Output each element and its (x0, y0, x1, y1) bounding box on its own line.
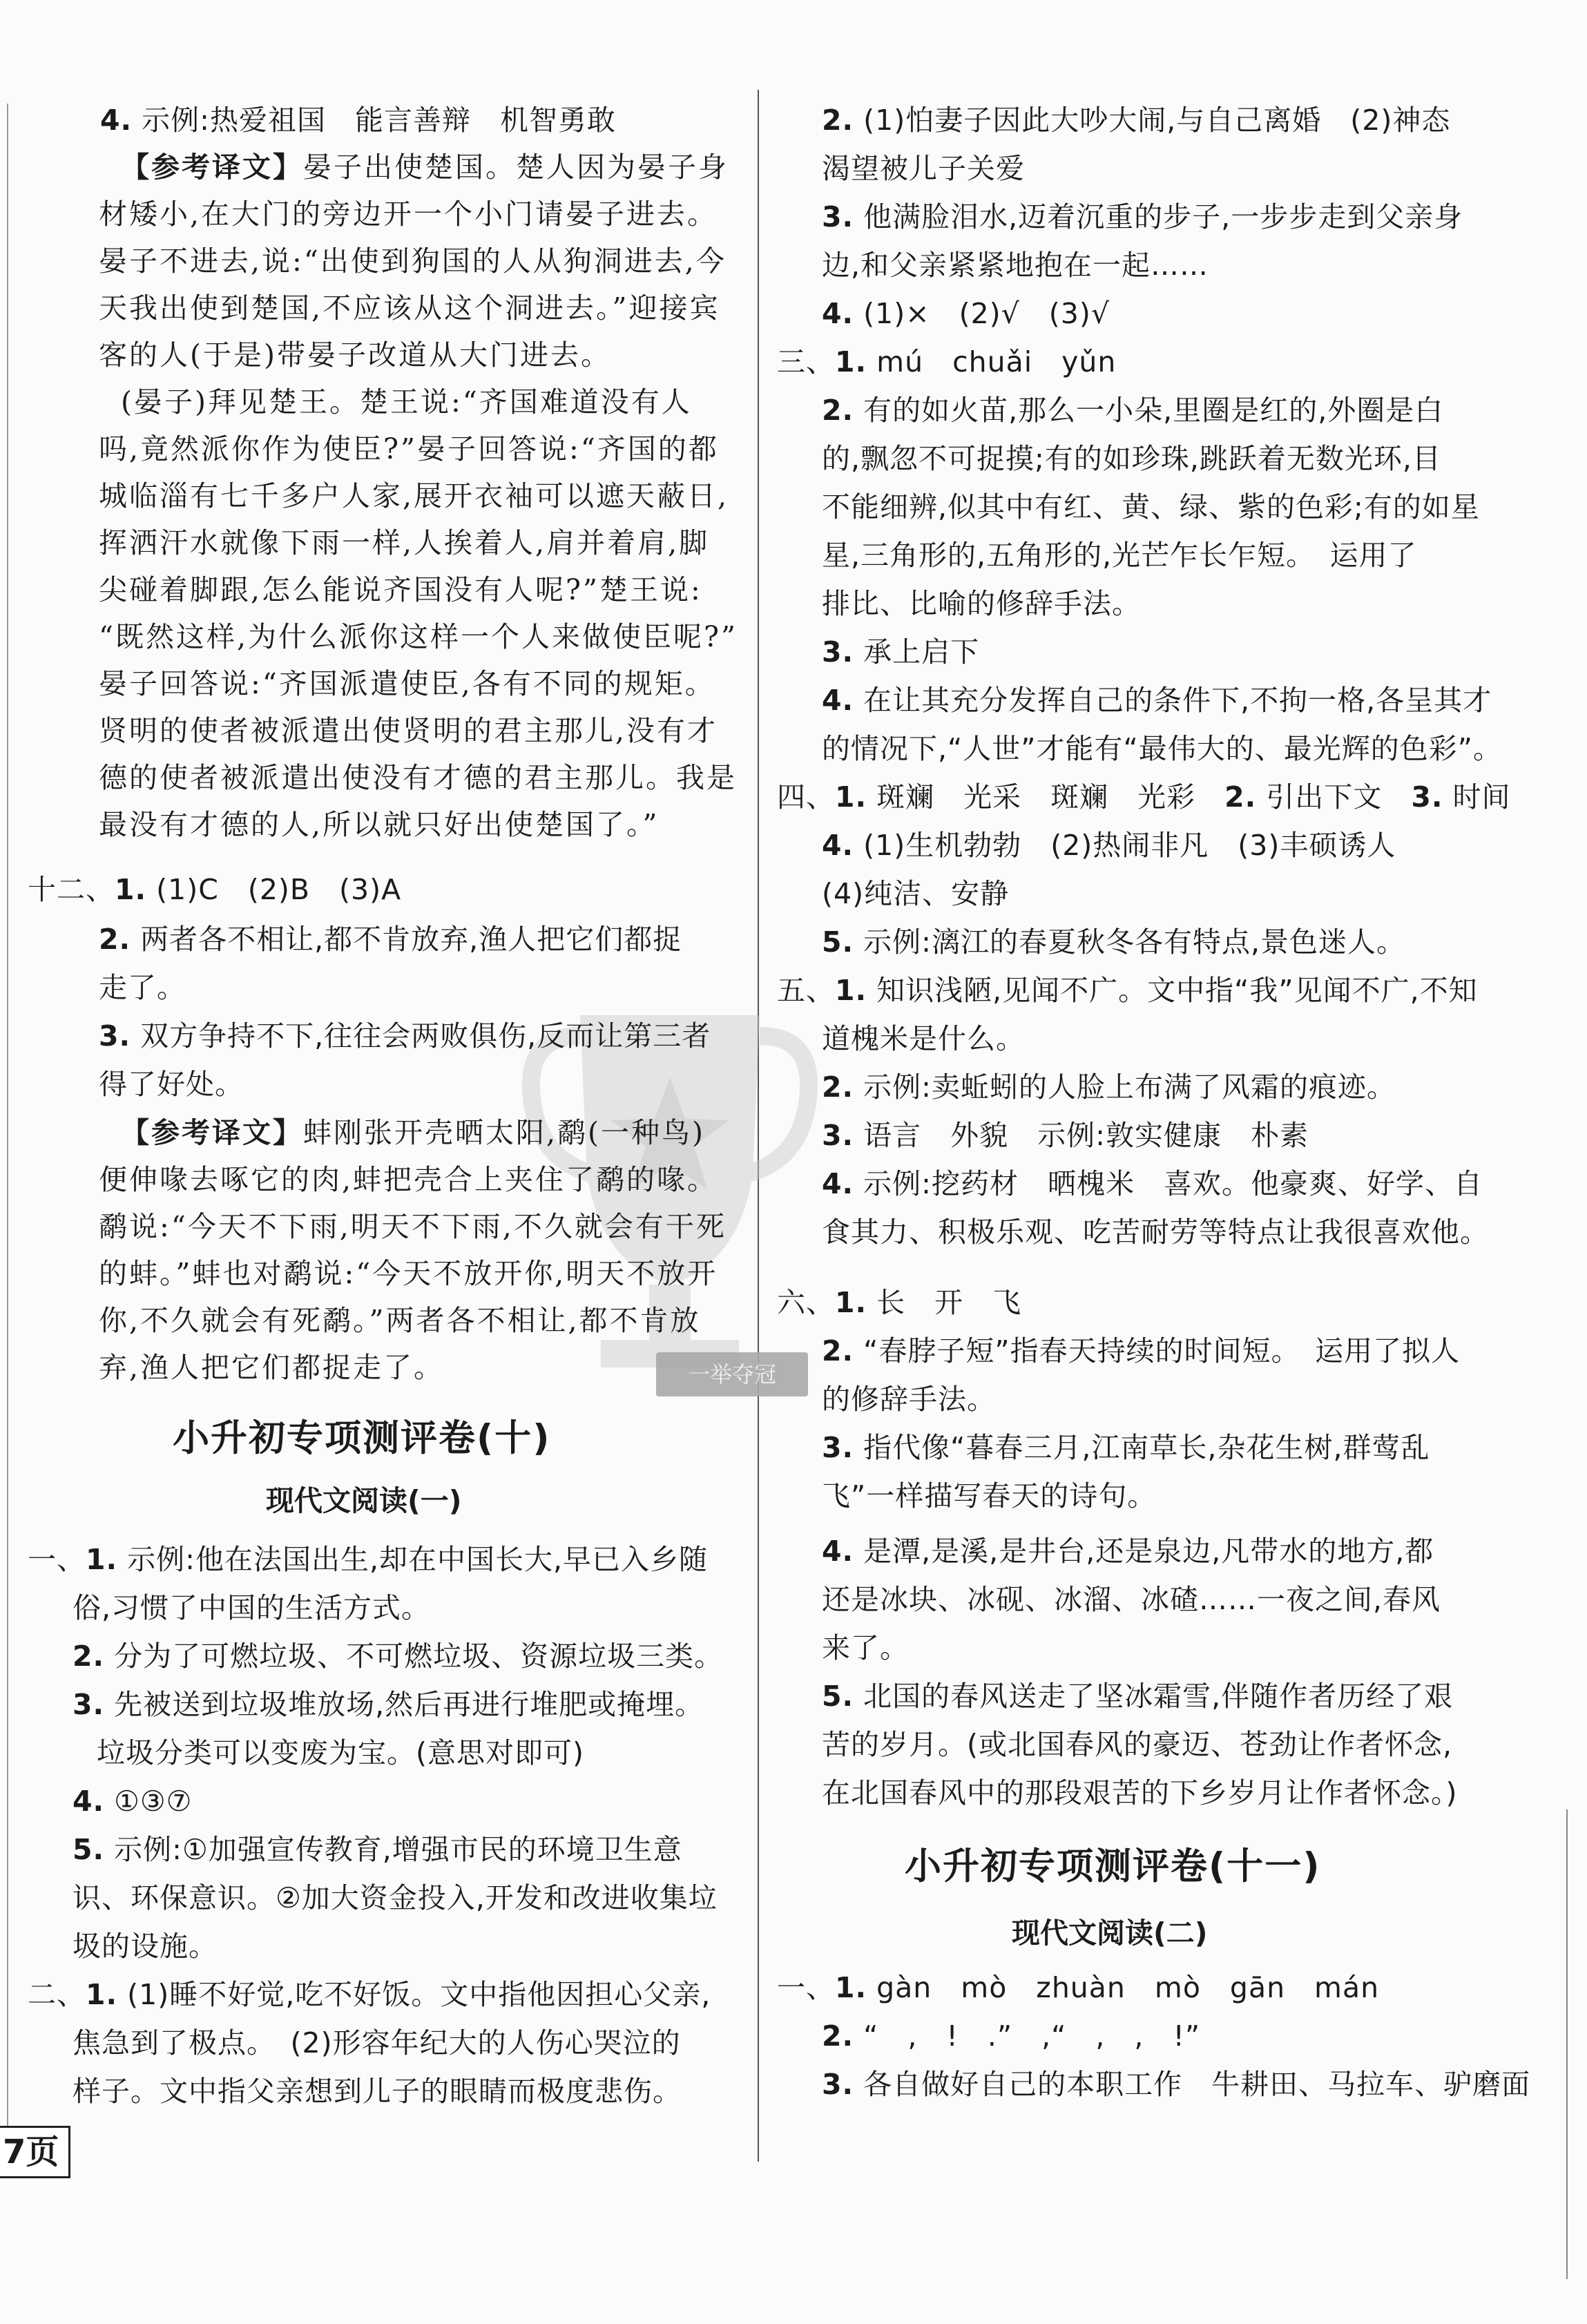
answer-line: 2. (1)怕妻子因此大吵大闹,与自己离婚 (2)神态 (822, 104, 1451, 137)
answer-line: 十二、1. (1)C (2)B (3)A (28, 873, 402, 906)
answer-line: 城临淄有七千多户人家,展开衣袖可以遮天蔽日, (99, 479, 729, 512)
answer-line: 最没有才德的人,所以就只好出使楚国了。” (99, 808, 660, 841)
answer-line: 2. 示例:卖蚯蚓的人脸上布满了风霜的痕迹。 (822, 1070, 1396, 1104)
answer-line: 5. 示例:漓江的春夏秋冬各有特点,景色迷人。 (822, 925, 1405, 959)
answer-line: (4)纯洁、安静 (822, 877, 1010, 910)
answer-line: 排比、比喻的修辞手法。 (822, 587, 1141, 620)
answer-line: 的情况下,“人世”才能有“最伟大的、最光辉的色彩”。 (822, 732, 1502, 765)
answer-line: 德的使者被派遣出使没有才德的君主那儿。我是 (99, 761, 737, 794)
section-subtitle: 现代文阅读(二) (1012, 1917, 1208, 1950)
answer-line: 4. 示例:热爱祖国 能言善辩 机智勇敢 (100, 104, 616, 137)
answer-line: 一、1. gàn mò zhuàn mò gān mán (777, 1971, 1380, 2004)
answer-line: 4. (1)生机勃勃 (2)热闹非凡 (3)丰硕诱人 (822, 829, 1396, 862)
answer-line: 3. 语言 外貌 示例:敦实健康 朴素 (822, 1119, 1309, 1152)
answer-line: 一、1. 示例:他在法国出生,却在中国长大,早已入乡随 (28, 1543, 709, 1576)
answer-line: 便伸喙去啄它的肉,蚌把壳合上夹住了鹬的喙。 (99, 1163, 718, 1196)
answer-line: 的,飘忽不可捉摸;有的如珍珠,跳跃着无数光环,目 (822, 442, 1441, 475)
answer-line: 焦急到了极点。 (2)形容年纪大的人伤心哭泣的 (73, 2026, 681, 2059)
answer-line: 五、1. 知识浅陋,见闻不广。文中指“我”见闻不广,不知 (777, 974, 1478, 1007)
section-subtitle: 现代文阅读(一) (266, 1484, 462, 1517)
answer-line: 苦的岁月。(或北国春风的豪迈、苍劲让作者怀念, (822, 1728, 1453, 1761)
answer-line: 客的人(于是)带晏子改道从大门进去。 (99, 338, 611, 372)
answer-line: 材矮小,在大门的旁边开一个小门请晏子进去。 (99, 198, 718, 231)
answer-line: 【参考译文】蚌刚张开壳晒太阳,鹬(一种鸟) (121, 1116, 706, 1149)
answer-line: 晏子回答说:“齐国派遣使臣,各有不同的规矩。 (99, 667, 715, 700)
answer-line: 你,不久就会有死鹬。”两者各不相让,都不肯放 (99, 1304, 701, 1337)
answer-line: 2. 分为了可燃垃圾、不可燃垃圾、资源垃圾三类。 (73, 1640, 724, 1673)
answer-line: 还是冰块、冰砚、冰溜、冰碴……一夜之间,春风 (822, 1583, 1441, 1616)
answer-line: 三、1. mú chuǎi yǔn (777, 345, 1117, 378)
answer-line: 晏子不进去,说:“出使到狗国的人从狗洞进去,今 (99, 244, 727, 278)
answer-line: 识、环保意识。②加大资金投入,开发和改进收集垃 (73, 1881, 718, 1914)
answer-line: 鹬说:“今天不下雨,明天不下雨,不久就会有干死 (99, 1210, 727, 1243)
answer-line: 的修辞手法。 (822, 1383, 996, 1416)
answer-line: 4. 在让其充分发挥自己的条件下,不拘一格,各呈其才 (822, 684, 1492, 717)
answer-line: 道槐米是什么。 (822, 1022, 1025, 1055)
answer-line: 星,三角形的,五角形的,光芒乍长乍短。 运用了 (822, 539, 1417, 572)
answer-line: 渴望被儿子关爱 (822, 152, 1025, 185)
answer-line: 4. ①③⑦ (73, 1785, 193, 1818)
page-number: 7页 (0, 2126, 70, 2178)
answer-line: 【参考译文】晏子出使楚国。楚人因为晏子身 (121, 151, 729, 184)
answer-line: 3. 各自做好自己的本职工作 牛耕田、马拉车、驴磨面 (822, 2068, 1531, 2101)
answer-line: 四、1. 斑斓 光采 斑斓 光彩 2. 引出下文 3. 时间 (777, 780, 1511, 814)
answer-line: 3. 承上启下 (822, 635, 980, 669)
answer-line: 走了。 (99, 971, 186, 1004)
watermark-label: 一举夺冠 (656, 1352, 808, 1396)
answer-line: 3. 指代像“暮春三月,江南草长,杂花生树,群莺乱 (822, 1431, 1430, 1464)
answer-line: 2. “ , ! .” ,“ , , !” (822, 2019, 1201, 2053)
answer-line: 尖碰着脚跟,怎么能说齐国没有人呢?”楚王说: (99, 573, 702, 606)
answer-line: 在北国春风中的那段艰苦的下乡岁月让作者怀念。) (822, 1776, 1458, 1809)
answer-line: 弃,渔人把它们都捉走了。 (99, 1351, 445, 1384)
answer-line: 的蚌。”蚌也对鹬说:“今天不放开你,明天不放开 (99, 1257, 718, 1290)
answer-line: 4. 示例:挖药材 晒槐米 喜欢。他豪爽、好学、自 (822, 1167, 1483, 1200)
section-title: 小升初专项测评卷(十) (173, 1417, 551, 1459)
answer-line: 2. 两者各不相让,都不肯放弃,渔人把它们都捉 (99, 923, 682, 956)
answer-line: 4. 是潭,是溪,是井台,还是泉边,凡带水的地方,都 (822, 1535, 1434, 1568)
answer-line: 六、1. 长 开 飞 (777, 1286, 1022, 1319)
answer-line: 3. 他满脸泪水,迈着沉重的步子,一步步走到父亲身 (822, 200, 1463, 233)
answer-line: 4. (1)× (2)√ (3)√ (822, 297, 1110, 330)
answer-line: 5. 北国的春风送走了坚冰霜雪,伴随作者历经了艰 (822, 1680, 1454, 1713)
answer-line: (晏子)拜见楚王。楚王说:“齐国难道没有人 (121, 385, 692, 419)
answer-line: 2. “春脖子短”指春天持续的时间短。 运用了拟人 (822, 1334, 1461, 1367)
answer-line: 吗,竟然派你作为使臣?”晏子回答说:“齐国的都 (99, 432, 719, 465)
answer-line: 3. 双方争持不下,往往会两败俱伤,反而让第三者 (99, 1019, 711, 1053)
answer-line: 得了好处。 (99, 1068, 244, 1101)
answer-line: 飞”一样描写春天的诗句。 (822, 1479, 1157, 1512)
answer-line: 边,和父亲紧紧地抱在一起…… (822, 249, 1209, 282)
answer-line: 垃圾分类可以变废为宝。(意思对即可) (97, 1736, 584, 1769)
answer-line: 天我出使到楚国,不应该从这个洞进去。”迎接宾 (99, 291, 720, 325)
section-title: 小升初专项测评卷(十一) (905, 1845, 1321, 1888)
answer-line: 挥洒汗水就像下雨一样,人挨着人,肩并着肩,脚 (99, 526, 710, 559)
answer-line: 俗,习惯了中国的生活方式。 (73, 1591, 431, 1624)
answer-line: 样子。文中指父亲想到儿子的眼睛而极度悲伤。 (73, 2075, 682, 2108)
answer-line: 圾的设施。 (73, 1930, 218, 1963)
right-margin-rule (1566, 1809, 1568, 2279)
answer-line: “既然这样,为什么派你这样一个人来做使臣呢?” (99, 620, 738, 653)
answer-line: 5. 示例:①加强宣传教育,增强市民的环境卫生意 (73, 1833, 682, 1866)
answer-line: 食其力、积极乐观、吃苦耐劳等特点让我很喜欢他。 (822, 1216, 1489, 1249)
answer-line: 2. 有的如火苗,那么一小朵,里圈是红的,外圈是白 (822, 394, 1444, 427)
answer-line: 二、1. (1)睡不好觉,吃不好饭。文中指他因担心父亲, (28, 1978, 711, 2011)
answer-line: 不能细辨,似其中有红、黄、绿、紫的色彩;有的如星 (822, 490, 1480, 524)
answer-line: 3. 先被送到垃圾堆放场,然后再进行堆肥或掩埋。 (73, 1688, 704, 1721)
answer-line: 来了。 (822, 1631, 909, 1664)
answer-line: 贤明的使者被派遣出使贤明的君主那儿,没有才 (99, 714, 718, 747)
left-margin-rule (7, 104, 8, 2141)
